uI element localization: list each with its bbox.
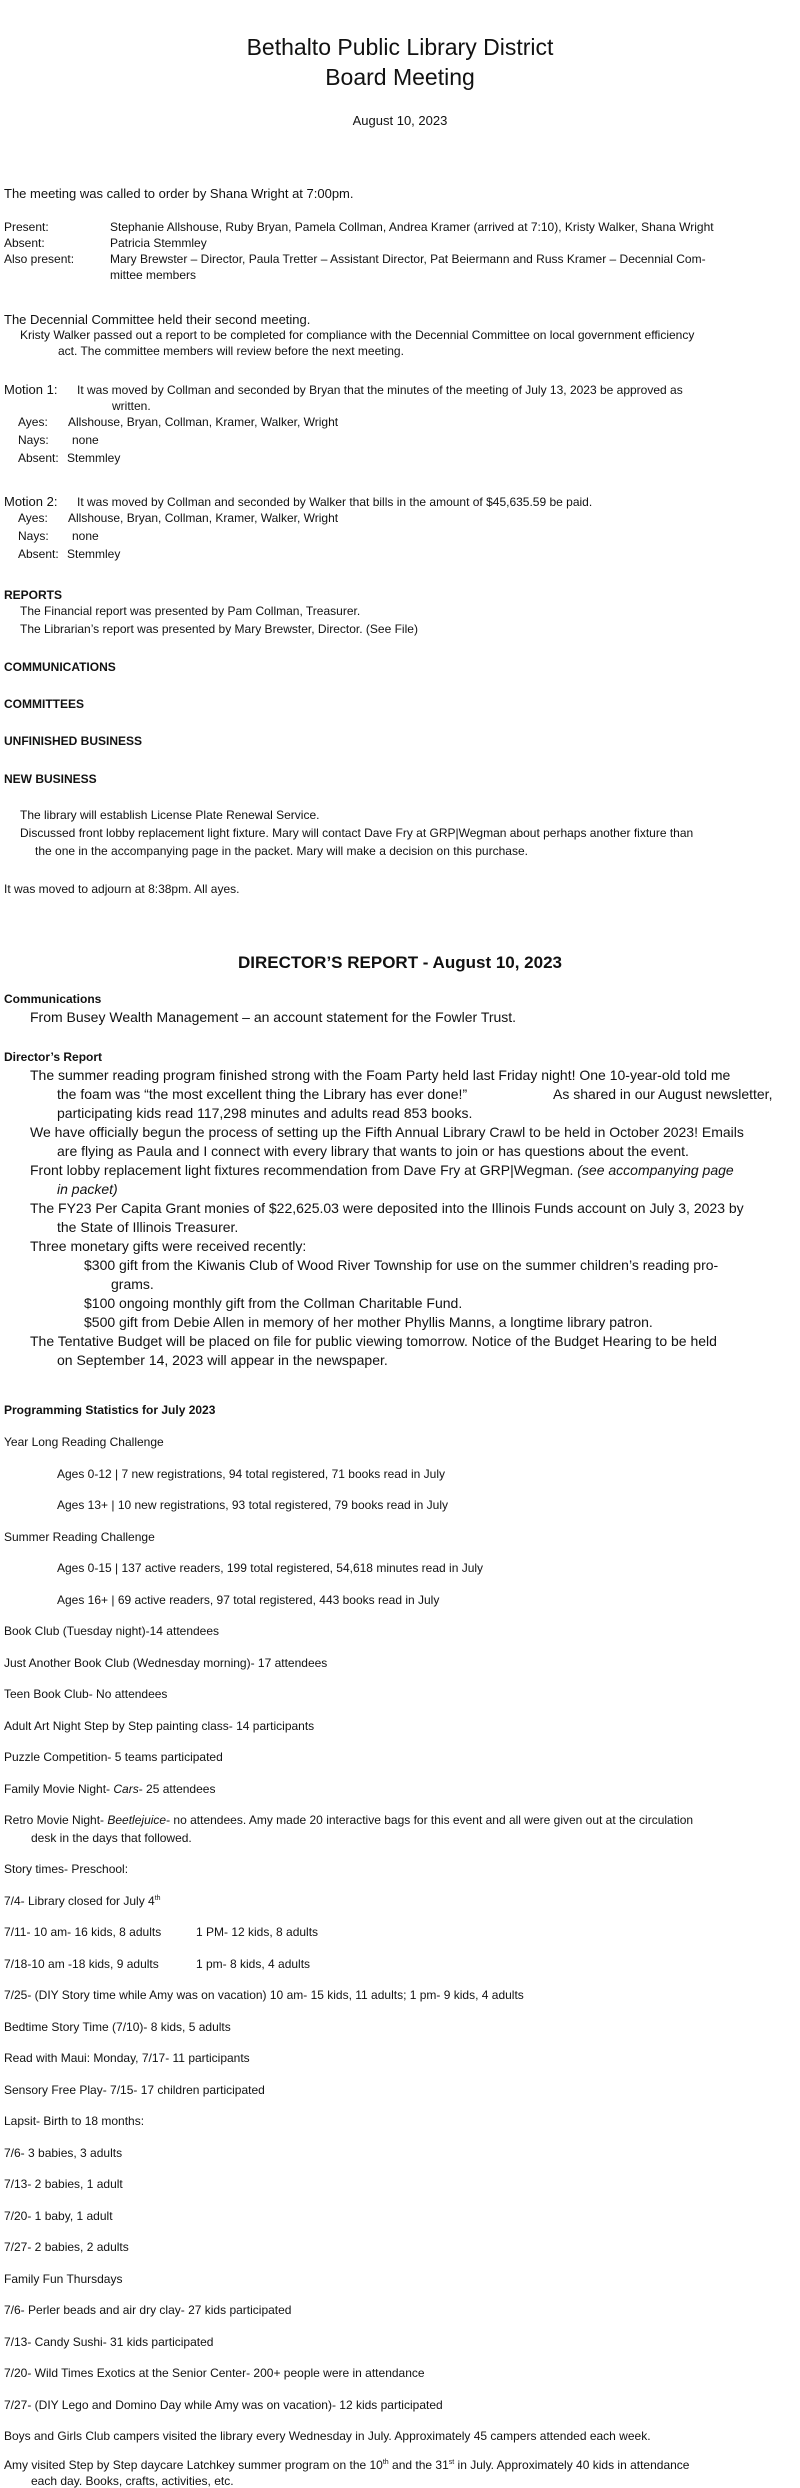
- communications-heading: COMMUNICATIONS: [4, 660, 116, 674]
- also-present-line2: mittee members: [110, 268, 197, 282]
- adjourn-text: It was moved to adjourn at 8:38pm. All ayes.: [4, 882, 240, 896]
- dr-gift1a: $300 gift from the Kiwanis Club of Wood River Township for use on the summer children’s reading pro-: [84, 1257, 719, 1273]
- motion1-nays-label: Nays:: [18, 433, 49, 447]
- document-title-line2: Board Meeting: [325, 64, 475, 90]
- family-fun-row-1: 7/6- Perler beads and air dry clay- 27 kids participated: [4, 2303, 292, 2317]
- story-time-row-1a: 7/11- 10 am- 16 kids, 8 adults: [4, 1925, 162, 1939]
- motion1-ayes: Allshouse, Bryan, Collman, Kramer, Walker, Wright: [68, 415, 339, 429]
- dr-p1a: The summer reading program finished strong with the Foam Party held last Friday night! One 10-year-old told me: [30, 1067, 731, 1083]
- story-time-row-0-sup: th: [154, 1895, 161, 1902]
- meeting-date: August 10, 2023: [352, 113, 448, 128]
- absent-label: Absent:: [4, 236, 45, 250]
- another-book-club: Just Another Book Club (Wednesday morning)- 17 attendees: [4, 1656, 328, 1670]
- decennial-paragraph-2a: Kristy Walker passed out a report to be completed for compliance with the Decennial Committee on local government efficiency: [20, 328, 695, 342]
- reports-librarian: The Librarian’s report was presented by Mary Brewster, Director. (See File): [20, 622, 418, 636]
- motion2-ayes: Allshouse, Bryan, Collman, Kramer, Walker, Wright: [68, 511, 339, 525]
- motion1-text-b: written.: [112, 399, 151, 413]
- motion1-absent: Stemmley: [67, 451, 121, 465]
- new-business-item2a: Discussed front lobby replacement light fixture. Mary will contact Dave Fry at GRP|Wegman about perhaps another fixture than: [20, 826, 694, 840]
- dr-p3a-italic: (see accompanying page: [577, 1162, 734, 1178]
- reports-financial: The Financial report was presented by Pam Collman, Treasurer.: [20, 604, 361, 618]
- dr-gift1b: grams.: [111, 1276, 154, 1292]
- amy-sup-1: th: [382, 2459, 389, 2466]
- story-time-row-3: 7/25- (DIY Story time while Amy was on vacation) 10 am- 15 kids, 11 adults; 1 pm- 9 kids, 4 adults: [4, 1988, 524, 2002]
- lapsit-row-4: 7/27- 2 babies, 2 adults: [4, 2240, 129, 2254]
- dr-p4a: The FY23 Per Capita Grant monies of $22,625.03 were deposited into the Illinois Funds account on July 3, 2023 by: [30, 1200, 744, 1216]
- family-movie-title: Cars: [113, 1782, 139, 1796]
- story-time-row-0-text: 7/4- Library closed for July 4: [4, 1894, 155, 1908]
- family-movie-count: - 25 attendees: [138, 1782, 216, 1796]
- family-movie-label: Family Movie Night-: [4, 1782, 111, 1796]
- programming-heading: Programming Statistics for July 2023: [4, 1403, 216, 1417]
- present-label: Present:: [4, 220, 49, 234]
- story-time-row-2a: 7/18-10 am -18 kids, 9 adults: [4, 1957, 159, 1971]
- dr-p4b: the State of Illinois Treasurer.: [57, 1219, 239, 1235]
- family-fun-row-2: 7/13- Candy Sushi- 31 kids participated: [4, 2335, 214, 2349]
- dr-p6a: The Tentative Budget will be placed on file for public viewing tomorrow. Notice of the Budget Hearing to be held: [30, 1333, 717, 1349]
- dr-p2b: are flying as Paula and I connect with every library that wants to join or has questions about the event.: [57, 1143, 689, 1159]
- year-long-row-2: Ages 13+ | 10 new registrations, 93 total registered, 79 books read in July: [57, 1498, 449, 1512]
- dr-p1c: participating kids read 117,298 minutes and adults read 853 books.: [57, 1105, 473, 1121]
- dr-p1b-newsletter: As shared in our August newsletter,: [553, 1086, 773, 1102]
- director-report-title: DIRECTOR’S REPORT - August 10, 2023: [237, 953, 562, 972]
- motion2-absent-label: Absent:: [18, 547, 59, 561]
- motion2-text: It was moved by Collman and seconded by Walker that bills in the amount of $45,635.59 be paid.: [77, 495, 593, 509]
- summer-reading-row-2: Ages 16+ | 69 active readers, 97 total registered, 443 books read in July: [57, 1593, 440, 1607]
- retro-movie-text: - no attendees. Amy made 20 interactive bags for this event and all were given out at the circulation: [166, 1813, 694, 1827]
- adult-art-night: Adult Art Night Step by Step painting class- 14 participants: [4, 1719, 315, 1733]
- document-title-line1: Bethalto Public Library District: [246, 34, 554, 60]
- motion2-nays: none: [72, 529, 99, 543]
- read-with-maui: Read with Maui: Monday, 7/17- 11 participants: [4, 2051, 250, 2065]
- story-time-row-1b: 1 PM- 12 kids, 8 adults: [196, 1925, 319, 1939]
- family-fun-row-4: 7/27- (DIY Lego and Domino Day while Amy was on vacation)- 12 kids participated: [4, 2398, 443, 2412]
- retro-movie-night: [4, 1813, 693, 1827]
- year-long-heading: Year Long Reading Challenge: [4, 1435, 164, 1449]
- motion1-ayes-label: Ayes:: [18, 415, 48, 429]
- new-business-item1: The library will establish License Plate Renewal Service.: [20, 808, 320, 822]
- family-fun-thursdays-heading: Family Fun Thursdays: [4, 2272, 123, 2286]
- story-time-row-0: [4, 1894, 161, 1908]
- call-to-order: The meeting was called to order by Shana Wright at 7:00pm.: [4, 186, 354, 201]
- lapsit-row-3: 7/20- 1 baby, 1 adult: [4, 2209, 113, 2223]
- dr-communications-text: From Busey Wealth Management – an account statement for the Fowler Trust.: [30, 1009, 517, 1025]
- amy-latchkey-visit: [4, 2458, 689, 2472]
- dr-gift3: $500 gift from Debie Allen in memory of her mother Phyllis Manns, a longtime library patron.: [84, 1314, 653, 1330]
- retro-movie-text-2: desk in the days that followed.: [31, 1831, 192, 1845]
- lapsit-row-1: 7/6- 3 babies, 3 adults: [4, 2146, 123, 2160]
- teen-book-club: Teen Book Club- No attendees: [4, 1687, 168, 1701]
- motion1-text-a: It was moved by Collman and seconded by Bryan that the minutes of the meeting of July 13, 2023 be approved as: [77, 383, 683, 397]
- dr-p3b-italic: in packet): [57, 1181, 118, 1197]
- unfinished-business-heading: UNFINISHED BUSINESS: [4, 734, 143, 748]
- retro-movie-title: Beetlejuice: [107, 1813, 167, 1827]
- year-long-row-1: Ages 0-12 | 7 new registrations, 94 total registered, 71 books read in July: [57, 1467, 446, 1481]
- new-business-heading: NEW BUSINESS: [4, 772, 97, 786]
- dr-report-heading: Director’s Report: [4, 1050, 103, 1064]
- dr-p1b-quote: the foam was “the most excellent thing the Library has ever done!”: [57, 1086, 468, 1102]
- family-fun-row-3: 7/20- Wild Times Exotics at the Senior Center- 200+ people were in attendance: [4, 2366, 425, 2380]
- boys-girls-club: Boys and Girls Club campers visited the library every Wednesday in July. Approximately 45 campers attended each week.: [4, 2429, 651, 2443]
- sensory-free-play: Sensory Free Play- 7/15- 17 children participated: [4, 2083, 265, 2097]
- dr-p5: Three monetary gifts were received recently:: [30, 1238, 307, 1254]
- motion2-ayes-label: Ayes:: [18, 511, 48, 525]
- summer-reading-row-1: Ages 0-15 | 137 active readers, 199 total registered, 54,618 minutes read in July: [57, 1561, 484, 1575]
- dr-p2a: We have officially begun the process of setting up the Fifth Annual Library Crawl to be held in October 2023! Emails: [30, 1124, 744, 1140]
- story-time-row-2b: 1 pm- 8 kids, 4 adults: [196, 1957, 311, 1971]
- amy-text-1: Amy visited Step by Step daycare Latchkey summer program on the 10: [4, 2458, 383, 2472]
- motion1-nays: none: [72, 433, 99, 447]
- family-movie-night: [4, 1782, 215, 1796]
- book-club: Book Club (Tuesday night)-14 attendees: [4, 1624, 220, 1638]
- lapsit-heading: Lapsit- Birth to 18 months:: [4, 2114, 145, 2128]
- decennial-paragraph-2b: act. The committee members will review before the next meeting.: [58, 344, 404, 358]
- also-present-label: Also present:: [4, 252, 75, 266]
- decennial-paragraph-1: The Decennial Committee held their second meeting.: [4, 312, 311, 327]
- reports-heading: REPORTS: [4, 588, 63, 602]
- also-present-line1: Mary Brewster – Director, Paula Tretter – Assistant Director, Pat Beiermann and Russ Kramer – Decennial Com-: [110, 252, 706, 266]
- motion1-label: Motion 1:: [4, 382, 58, 397]
- motion2-nays-label: Nays:: [18, 529, 49, 543]
- present-list: Stephanie Allshouse, Ruby Bryan, Pamela Collman, Andrea Kramer (arrived at 7:10), Kristy Walker, Shana Wright: [110, 220, 714, 234]
- retro-movie-label: Retro Movie Night-: [4, 1813, 105, 1827]
- dr-communications-heading: Communications: [4, 992, 102, 1006]
- dr-p6b: on September 14, 2023 will appear in the newspaper.: [57, 1352, 388, 1368]
- committees-heading: COMMITTEES: [4, 697, 84, 711]
- new-business-item2b: the one in the accompanying page in the packet. Mary will make a decision on this purchase.: [35, 844, 528, 858]
- story-times-heading: Story times- Preschool:: [4, 1862, 129, 1876]
- bedtime-story-time: Bedtime Story Time (7/10)- 8 kids, 5 adults: [4, 2020, 231, 2034]
- absent-list: Patricia Stemmley: [110, 236, 207, 250]
- dr-p3a-text: Front lobby replacement light fixtures recommendation from Dave Fry at GRP|Wegman.: [30, 1162, 574, 1178]
- amy-latchkey-visit-2: each day. Books, crafts, activities, etc.: [31, 2474, 234, 2488]
- dr-p3a: [30, 1162, 734, 1178]
- amy-text-2: and the 31: [388, 2458, 449, 2472]
- motion1-absent-label: Absent:: [18, 451, 59, 465]
- summer-reading-heading: Summer Reading Challenge: [4, 1530, 155, 1544]
- dr-gift2: $100 ongoing monthly gift from the Collman Charitable Fund.: [84, 1295, 463, 1311]
- puzzle-competition: Puzzle Competition- 5 teams participated: [4, 1750, 223, 1764]
- motion2-label: Motion 2:: [4, 494, 58, 509]
- amy-sup-2: st: [448, 2459, 455, 2466]
- amy-text-3: in July. Approximately 40 kids in attendance: [454, 2458, 690, 2472]
- motion2-absent: Stemmley: [67, 547, 121, 561]
- lapsit-row-2: 7/13- 2 babies, 1 adult: [4, 2177, 123, 2191]
